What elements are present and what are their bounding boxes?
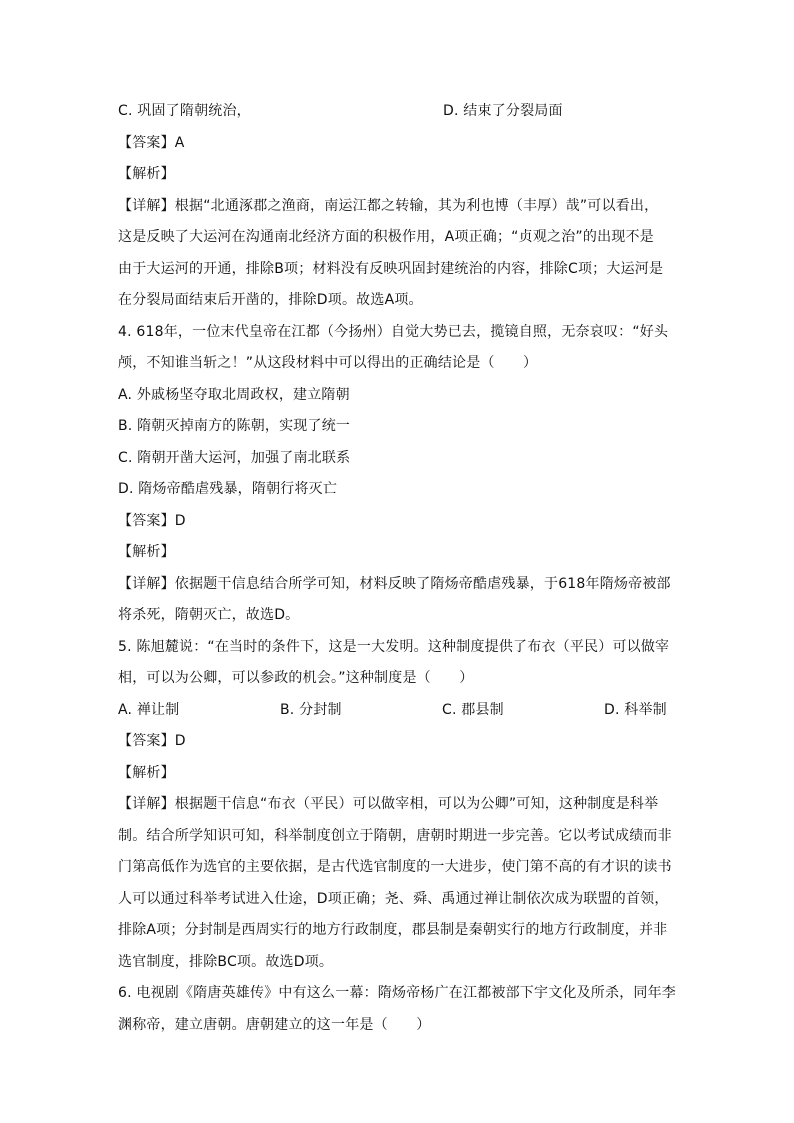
question-stem: 颅，不知谁当斩之！”从这段材料中可以得出的正确结论是（ ）: [118, 355, 538, 371]
detail-line: 人可以通过科举考试进入仕途，D项正确；尧、舜、禹通过禅让制依次成为联盟的首领，: [118, 890, 669, 907]
detail-line: 在分裂局面结束后开凿的，排除D项。故选A项。: [118, 292, 423, 308]
answer-line: 【答案】D: [118, 512, 186, 529]
option-c: C. 郡县制: [442, 701, 504, 718]
options-row: [118, 96, 674, 128]
detail-line: 【详解】根据题干信息“布衣（平民）可以做宰相，可以为公卿”可知，这种制度是科举: [118, 796, 659, 812]
analysis-label: 【解析】: [118, 166, 175, 182]
detail-line: 【详解】根据“北通涿郡之渔商，南运江都之转输，其为利也博（丰厚）哉”可以看出，: [118, 197, 659, 214]
option-c: C. 巩固了隋朝统治，: [118, 103, 251, 119]
detail-line: 门第高低作为选官的主要依据，是古代选官制度的一大进步，使门第不高的有才识的读书: [118, 859, 672, 875]
option-a: A. 外戚杨坚夺取北周政权，建立隋朝: [118, 386, 350, 403]
question-stem: 5. 陈旭麓说：“在当时的条件下，这是一大发明。这种制度提供了布衣（平民）可以做宰: [118, 638, 670, 655]
detail-line: 选官制度，排除BC项。故选D项。: [118, 953, 334, 970]
document-page: [118, 96, 677, 1041]
detail-line: 制。结合所学知识可知，科举制度创立于隋朝，唐朝时期进一步完善。它以考试成绩而非: [118, 827, 672, 844]
option-a: A. 禅让制: [118, 701, 180, 718]
detail-line: 将杀死，隋朝灭亡，故选D。: [118, 607, 300, 623]
option-d: D. 结束了分裂局面: [443, 103, 563, 119]
answer-line: 【答案】A: [118, 134, 185, 151]
detail-line: 这是反映了大运河在沟通南北经济方面的积极作用，A项正确；“贞观之治”的出现不是: [118, 229, 654, 245]
question-stem: 相，可以为公卿，可以参政的机会。”这种制度是（ ）: [118, 670, 474, 686]
detail-line: 排除A项；分封制是西周实行的地方行政制度，郡县制是秦朝实行的地方行政制度，并非: [118, 922, 668, 938]
detail-line: 【详解】依据题干信息结合所学可知，材料反映了隋炀帝酷虐残暴，于618年隋炀帝被部: [118, 575, 671, 592]
detail-line: 由于大运河的开通，排除B项；材料没有反映巩固封建统治的内容，排除C项；大运河是: [118, 260, 664, 277]
option-d: D. 隋炀帝酷虐残暴，隋朝行将灭亡: [118, 481, 338, 497]
answer-line: 【答案】D: [118, 733, 186, 749]
question-stem: 6. 电视剧《隋唐英雄传》中有这么一幕：隋炀帝杨广在江都被部下宇文化及所杀，同年李: [118, 985, 677, 1001]
question-stem: 4. 618年，一位末代皇帝在江都（今扬州）自觉大势已去，揽镜自照，无奈哀叹：“好头: [118, 323, 669, 340]
option-b: B. 分封制: [280, 701, 342, 718]
option-b: B. 隋朝灭掉南方的陈朝，实现了统一: [118, 418, 351, 434]
option-c: C. 隋朝开凿大运河，加强了南北联系: [118, 449, 351, 466]
option-d: D. 科举制: [604, 701, 667, 718]
analysis-label: 【解析】: [118, 544, 175, 560]
question-stem: 渊称帝，建立唐朝。唐朝建立的这一年是（ ）: [118, 1016, 431, 1033]
options-row: [118, 695, 674, 727]
analysis-label: 【解析】: [118, 764, 175, 781]
